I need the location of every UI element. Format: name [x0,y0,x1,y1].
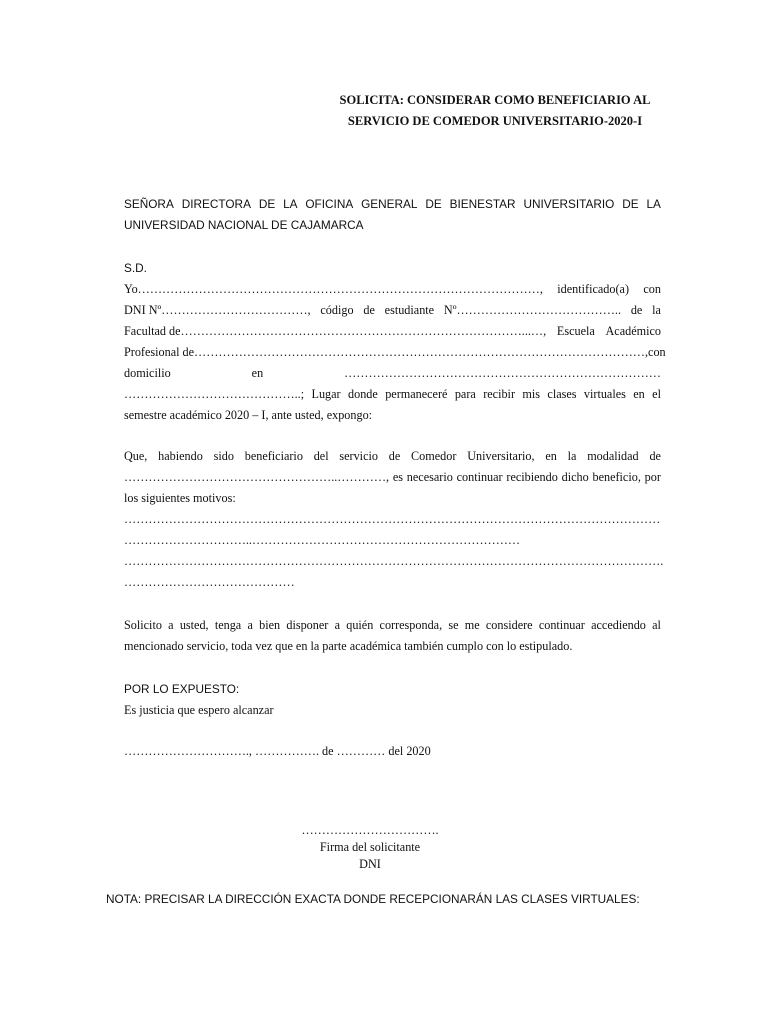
signature-dots: ……………………………. [301,823,439,837]
word: recibir [483,387,516,401]
word: con [648,345,666,359]
justicia-block [124,700,661,721]
request-line-2: mencionado servicio, toda vez que en la parte académica también cumplo con lo estipulado. [124,639,573,653]
sd-text: S.D. [124,261,147,275]
word: Universitario, [467,449,535,463]
intro-line-6 [124,384,661,405]
reasons-line-2 [124,467,661,488]
word: sido [213,449,234,463]
word: mis [522,387,541,401]
word: ……………………………………..; [124,387,305,401]
word: por [644,470,661,484]
request-paragraph [124,615,661,657]
closing-block [124,679,661,700]
word: a [334,618,340,632]
date-block [124,741,661,762]
subject-heading [300,90,690,132]
word: a [247,618,253,632]
word: habiendo [158,449,203,463]
word: donde [348,387,378,401]
reasons-dots-3: ……………………………………………………………………………………………………………………. [124,554,664,568]
word: de [649,449,661,463]
word: bien [259,618,281,632]
word: LA [283,197,298,211]
word: de [630,303,643,317]
word: modalidad [587,449,639,463]
word: me [464,618,480,632]
word: necesario [406,470,453,484]
intro-paragraph [124,279,666,426]
word: DE [425,197,442,211]
word: Académico [605,324,661,338]
word: el [652,387,661,401]
word: GENERAL [361,197,418,211]
word: para [454,387,476,401]
word: tenga [214,618,242,632]
request-line-1 [124,615,661,636]
word: con [643,282,661,296]
word: clases [547,387,577,401]
word: Profesional de…………………………………………………………………………………………………, [124,345,649,359]
reasons-dots-1: …………………………………………………………………………………………………………………… [124,512,661,526]
intro-line-5 [124,363,661,384]
word: LA [646,197,661,211]
date-line: …………………………., ……………. de ………… del 2020 [124,744,431,758]
word: estudiante [384,303,435,317]
word: usted, [179,618,209,632]
intro-line-2 [124,300,661,321]
word: domicilio [124,366,171,380]
word: Facultad de…………………………………………………………………………...…, [124,324,547,338]
word: Que, [124,449,148,463]
subject-line-2: SERVICIO DE COMEDOR UNIVERSITARIO-2020-I [347,114,643,128]
word: la [652,303,661,317]
addressee-block [124,194,661,236]
word: Escuela [556,324,595,338]
word: se [448,618,459,632]
intro-line-7: semestre académico 2020 – I, ante usted, expongo: [124,408,373,422]
note-text: NOTA: PRECISAR LA DIRECCIÓN EXACTA DONDE RECEPCIONARÁN LAS CLASES VIRTUALES: [106,892,640,906]
word: OFICINA [305,197,354,211]
word: corresponda, [379,618,443,632]
word: Lugar [311,387,341,401]
addressee-line-2: UNIVERSIDAD NACIONAL DE CAJAMARCA [124,218,364,232]
salutation [124,258,661,279]
word: Nº………………………………….. [443,303,622,317]
signature-label: Firma del solicitante [319,840,421,854]
reasons-dots-4: …………………………………… [124,575,295,589]
word: Comedor [411,449,457,463]
word: quién [346,618,374,632]
word: de [363,303,375,317]
signature-dni: DNI [359,857,381,871]
word: accediendo [591,618,646,632]
word: permaneceré [385,387,448,401]
word: Solicito [124,618,162,632]
word: en [633,387,645,401]
word: ……………………………………………..…………, [124,470,390,484]
word: DE [622,197,639,211]
word: DNI Nº………………………………, [124,303,311,317]
word: a [168,618,174,632]
reasons-paragraph [124,446,664,593]
word: la [567,449,577,463]
por-lo-expuesto: POR LO EXPUESTO: [124,682,240,696]
word: beneficiario [244,449,303,463]
word: SEÑORA [124,197,174,211]
addressee-line-1 [124,194,661,215]
word: identificado(a) [557,282,630,296]
word: disponer [286,618,329,632]
word: considere [485,618,533,632]
intro-line-4 [124,342,666,363]
word: en [251,366,264,380]
justicia-text: Es justicia que espero alcanzar [124,703,274,717]
word: en [545,449,557,463]
reasons-dots-2: …………………………..………………………………………………………… [124,533,521,547]
intro-line-1 [124,279,661,300]
word: recibiendo [506,470,558,484]
reasons-line-1 [124,446,661,467]
signature-block [280,822,460,873]
word: código [320,303,354,317]
word: servicio [339,449,378,463]
word: …………………………………………………………………… [344,366,661,380]
intro-line-3 [124,321,661,342]
subject-line-1: SOLICITA: CONSIDERAR COMO BENEFICIARIO AL [339,93,651,107]
word: DIRECTORA [181,197,251,211]
word: Yo………………………………………………………………………………………, [124,282,543,296]
word: continuar [538,618,585,632]
word: continuar [456,470,503,484]
word: BIENESTAR [449,197,516,211]
word: es [392,470,404,484]
word: UNIVERSITARIO [523,197,615,211]
word: virtuales [583,387,626,401]
word: dicho [561,470,589,484]
word: beneficio, [592,470,641,484]
word: al [652,618,661,632]
reasons-line-3: los siguientes motivos: [124,491,236,505]
word: DE [258,197,276,211]
word: de [388,449,401,463]
word: del [313,449,329,463]
